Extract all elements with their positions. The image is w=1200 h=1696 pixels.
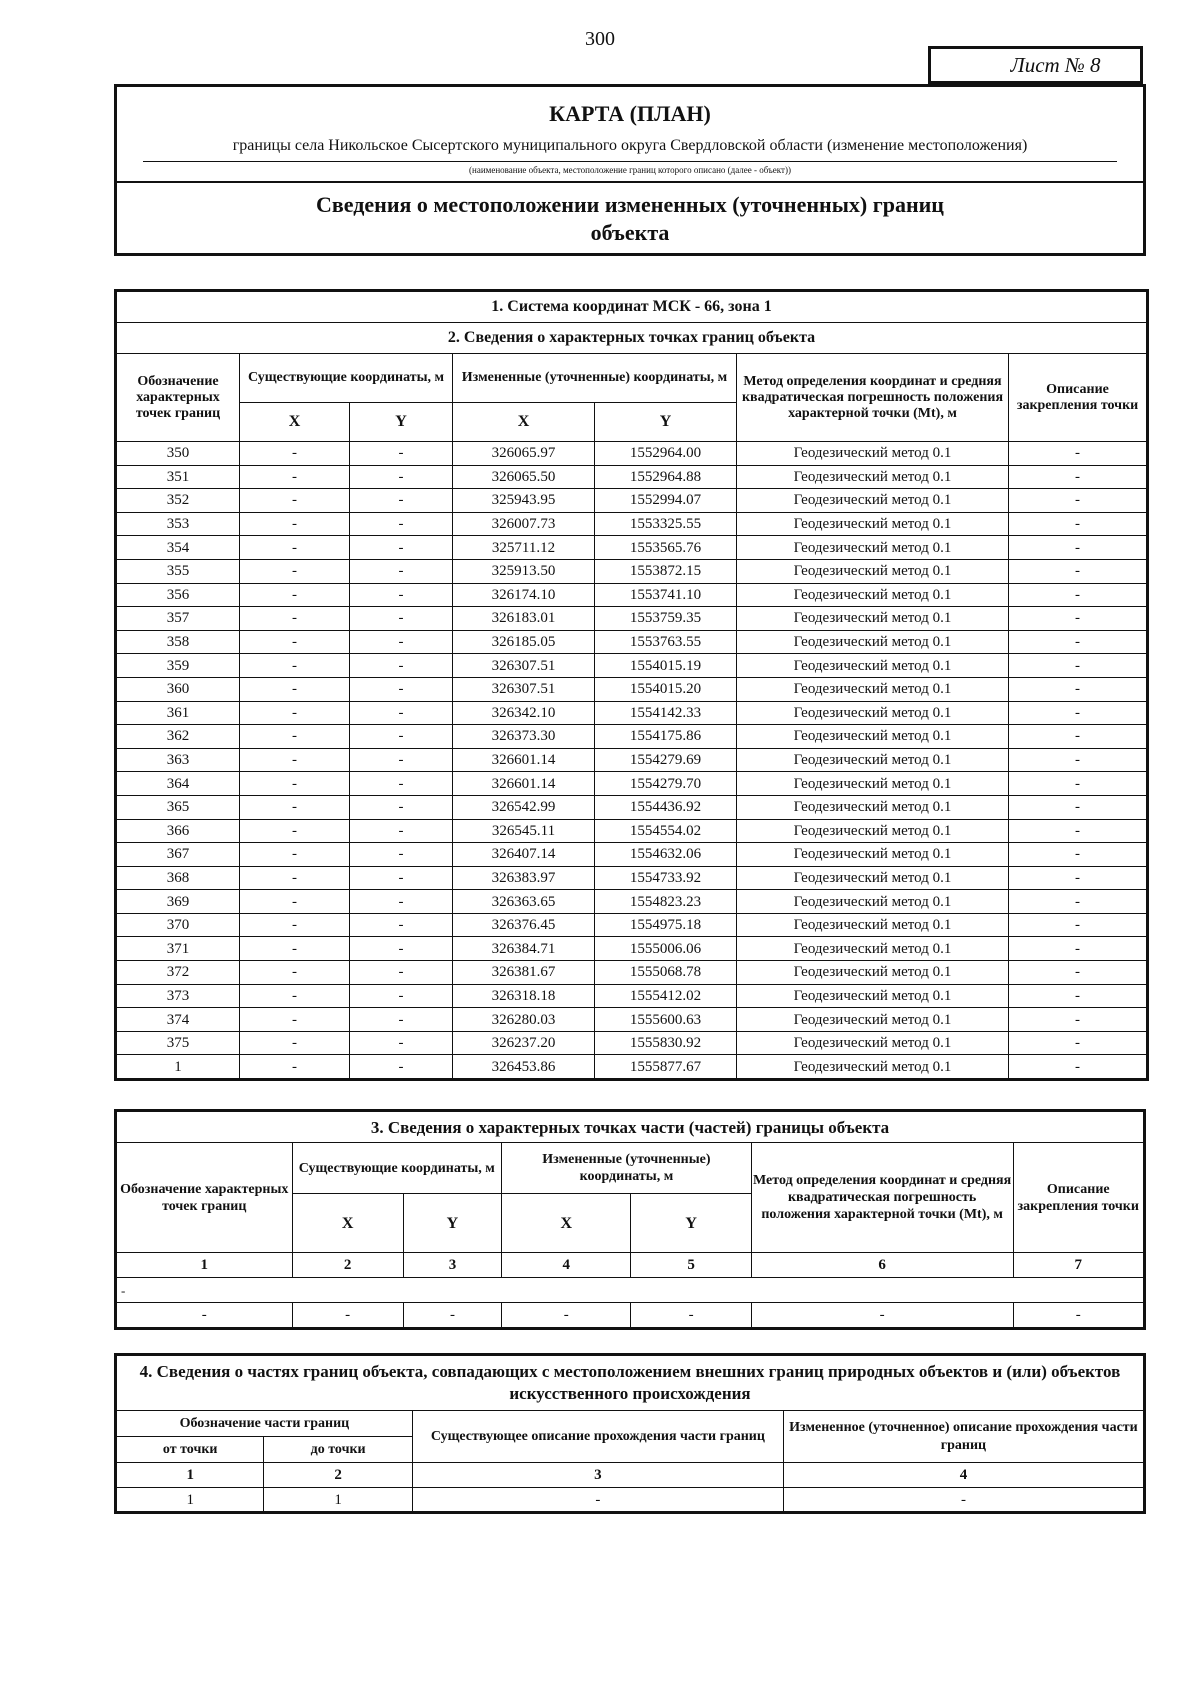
cell-fixation: - xyxy=(1009,465,1148,489)
cell-existing-y: - xyxy=(350,890,453,914)
cell-existing-x: - xyxy=(240,1031,350,1055)
cell-point-id: 350 xyxy=(116,442,240,466)
cell-point-id: 361 xyxy=(116,701,240,725)
cell-point-id: 365 xyxy=(116,795,240,819)
cell-existing-x: - xyxy=(240,536,350,560)
cell-changed-y: 1554554.02 xyxy=(595,819,737,843)
cell-existing-y: - xyxy=(350,677,453,701)
cell-changed-x: 326318.18 xyxy=(453,984,595,1008)
cell-fixation: - xyxy=(1009,489,1148,513)
t3-col-number: 1 xyxy=(116,1253,293,1278)
cell-fixation: - xyxy=(1009,748,1148,772)
table-row xyxy=(116,725,1148,749)
cell-point-id: 367 xyxy=(116,843,240,867)
cell-existing-y: - xyxy=(350,819,453,843)
cell-method: Геодезический метод 0.1 xyxy=(737,607,1009,631)
cell-existing-y: - xyxy=(350,630,453,654)
cell-method: Геодезический метод 0.1 xyxy=(737,630,1009,654)
cell-method: Геодезический метод 0.1 xyxy=(737,725,1009,749)
cell-method: Геодезический метод 0.1 xyxy=(737,795,1009,819)
cell-existing-y: - xyxy=(350,442,453,466)
table-row xyxy=(116,1031,1148,1055)
cell-existing-y: - xyxy=(350,984,453,1008)
cell-existing-y: - xyxy=(350,937,453,961)
t3-changed-y-header: Y xyxy=(631,1194,751,1253)
table-row xyxy=(116,701,1148,725)
cell-existing-x: - xyxy=(240,442,350,466)
cell-changed-y: 1555068.78 xyxy=(595,961,737,985)
cell-changed-x: 326407.14 xyxy=(453,843,595,867)
cell-method: Геодезический метод 0.1 xyxy=(737,819,1009,843)
t4-col-existing-header: Существующее описание прохождения части границ xyxy=(412,1411,783,1463)
t3-col-point-header: Обозначение характерных точек границ xyxy=(116,1143,293,1253)
section-title-line1: Сведения о местоположении измененных (уточненных) границ xyxy=(316,192,944,217)
cell-changed-y: 1554975.18 xyxy=(595,913,737,937)
cell-existing-x: - xyxy=(240,701,350,725)
cell-method: Геодезический метод 0.1 xyxy=(737,559,1009,583)
cell-point-id: 354 xyxy=(116,536,240,560)
cell-existing-y: - xyxy=(350,1055,453,1080)
t4-cell: 1 xyxy=(264,1488,412,1513)
t3-cell: - xyxy=(631,1303,751,1329)
cell-method: Геодезический метод 0.1 xyxy=(737,442,1009,466)
cell-point-id: 374 xyxy=(116,1008,240,1032)
t3-col-number: 2 xyxy=(292,1253,403,1278)
cell-method: Геодезический метод 0.1 xyxy=(737,512,1009,536)
cell-method: Геодезический метод 0.1 xyxy=(737,913,1009,937)
cell-point-id: 356 xyxy=(116,583,240,607)
cell-fixation: - xyxy=(1009,701,1148,725)
table-row xyxy=(116,890,1148,914)
cell-existing-y: - xyxy=(350,701,453,725)
t4-col-from-header: от точки xyxy=(116,1437,264,1463)
cell-point-id: 351 xyxy=(116,465,240,489)
cell-changed-y: 1554015.19 xyxy=(595,654,737,678)
cell-method: Геодезический метод 0.1 xyxy=(737,677,1009,701)
t3-col-desc-header: Описание закрепления точки xyxy=(1013,1143,1145,1253)
document-title: КАРТА (ПЛАН) xyxy=(549,101,711,126)
cell-changed-x: 326601.14 xyxy=(453,748,595,772)
table-row xyxy=(116,748,1148,772)
page-number: 300 xyxy=(585,28,615,50)
description-underline xyxy=(143,161,1117,162)
cell-fixation: - xyxy=(1009,866,1148,890)
col-existing-header: Существующие координаты, м xyxy=(240,354,453,403)
cell-fixation: - xyxy=(1009,772,1148,796)
cell-changed-y: 1554436.92 xyxy=(595,795,737,819)
cell-existing-x: - xyxy=(240,1055,350,1080)
boundary-parts-table xyxy=(114,1353,1146,1514)
cell-existing-x: - xyxy=(240,866,350,890)
t3-col-number: 3 xyxy=(403,1253,501,1278)
cell-existing-y: - xyxy=(350,489,453,513)
t3-existing-y-header: Y xyxy=(403,1194,501,1253)
table-row xyxy=(116,795,1148,819)
cell-existing-x: - xyxy=(240,890,350,914)
sheet-label: Лист № 8 xyxy=(928,46,1143,84)
cell-changed-y: 1553763.55 xyxy=(595,630,737,654)
coordinate-system-caption: 1. Система координат МСК - 66, зона 1 xyxy=(116,291,1148,323)
cell-existing-y: - xyxy=(350,1031,453,1055)
table-row xyxy=(116,1055,1148,1080)
cell-point-id: 358 xyxy=(116,630,240,654)
cell-changed-x: 326007.73 xyxy=(453,512,595,536)
cell-changed-x: 326384.71 xyxy=(453,937,595,961)
cell-changed-x: 325943.95 xyxy=(453,489,595,513)
cell-method: Геодезический метод 0.1 xyxy=(737,961,1009,985)
table-row xyxy=(116,677,1148,701)
cell-point-id: 362 xyxy=(116,725,240,749)
cell-method: Геодезический метод 0.1 xyxy=(737,843,1009,867)
cell-fixation: - xyxy=(1009,677,1148,701)
table-row xyxy=(116,442,1148,466)
col-method-header: Метод определения координат и средняя квадратическая погрешность положения характерной точки (Mt), м xyxy=(737,354,1009,442)
t4-col-part-header: Обозначение части границ xyxy=(116,1411,413,1437)
cell-existing-x: - xyxy=(240,937,350,961)
cell-fixation: - xyxy=(1009,654,1148,678)
cell-fixation: - xyxy=(1009,583,1148,607)
cell-point-id: 360 xyxy=(116,677,240,701)
cell-changed-x: 325711.12 xyxy=(453,536,595,560)
cell-point-id: 353 xyxy=(116,512,240,536)
t3-col-method-header: Метод определения координат и средняя квадратическая погрешность положения характерной точки (Mt), м xyxy=(751,1143,1013,1253)
t3-cell: - xyxy=(1013,1303,1145,1329)
cell-point-id: 372 xyxy=(116,961,240,985)
table-row xyxy=(116,465,1148,489)
cell-fixation: - xyxy=(1009,984,1148,1008)
cell-method: Геодезический метод 0.1 xyxy=(737,1031,1009,1055)
table-row xyxy=(116,630,1148,654)
cell-changed-x: 325913.50 xyxy=(453,559,595,583)
cell-fixation: - xyxy=(1009,843,1148,867)
cell-changed-y: 1552994.07 xyxy=(595,489,737,513)
cell-method: Геодезический метод 0.1 xyxy=(737,1055,1009,1080)
cell-changed-x: 326383.97 xyxy=(453,866,595,890)
cell-method: Геодезический метод 0.1 xyxy=(737,937,1009,961)
cell-changed-y: 1554632.06 xyxy=(595,843,737,867)
cell-existing-y: - xyxy=(350,725,453,749)
cell-fixation: - xyxy=(1009,607,1148,631)
cell-point-id: 355 xyxy=(116,559,240,583)
cell-fixation: - xyxy=(1009,725,1148,749)
cell-existing-x: - xyxy=(240,512,350,536)
cell-existing-x: - xyxy=(240,489,350,513)
cell-fixation: - xyxy=(1009,913,1148,937)
cell-point-id: 359 xyxy=(116,654,240,678)
cell-method: Геодезический метод 0.1 xyxy=(737,489,1009,513)
cell-existing-x: - xyxy=(240,725,350,749)
t3-col-number: 7 xyxy=(1013,1253,1145,1278)
table-row xyxy=(116,583,1148,607)
cell-existing-y: - xyxy=(350,536,453,560)
cell-existing-y: - xyxy=(350,866,453,890)
cell-existing-y: - xyxy=(350,583,453,607)
cell-changed-y: 1554733.92 xyxy=(595,866,737,890)
table-row xyxy=(116,843,1148,867)
cell-changed-x: 326453.86 xyxy=(453,1055,595,1080)
cell-fixation: - xyxy=(1009,630,1148,654)
cell-existing-x: - xyxy=(240,961,350,985)
cell-existing-x: - xyxy=(240,984,350,1008)
cell-fixation: - xyxy=(1009,937,1148,961)
col-desc-header: Описание закрепления точки xyxy=(1009,354,1148,442)
cell-existing-y: - xyxy=(350,795,453,819)
t3-cell: - xyxy=(292,1303,403,1329)
cell-method: Геодезический метод 0.1 xyxy=(737,984,1009,1008)
cell-existing-y: - xyxy=(350,465,453,489)
cell-changed-y: 1552964.88 xyxy=(595,465,737,489)
cell-point-id: 364 xyxy=(116,772,240,796)
cell-point-id: 371 xyxy=(116,937,240,961)
cell-fixation: - xyxy=(1009,890,1148,914)
t4-col-number: 4 xyxy=(783,1463,1144,1488)
cell-method: Геодезический метод 0.1 xyxy=(737,1008,1009,1032)
cell-method: Геодезический метод 0.1 xyxy=(737,748,1009,772)
table-row xyxy=(116,961,1148,985)
table-row xyxy=(116,654,1148,678)
cell-changed-x: 326376.45 xyxy=(453,913,595,937)
cell-existing-x: - xyxy=(240,843,350,867)
col-changed-x-header: X xyxy=(453,403,595,442)
cell-changed-x: 326373.30 xyxy=(453,725,595,749)
cell-fixation: - xyxy=(1009,819,1148,843)
cell-changed-x: 326065.50 xyxy=(453,465,595,489)
table-row xyxy=(116,489,1148,513)
cell-existing-x: - xyxy=(240,607,350,631)
table-row xyxy=(116,559,1148,583)
cell-changed-y: 1555006.06 xyxy=(595,937,737,961)
cell-existing-y: - xyxy=(350,913,453,937)
description-note: (наименование объекта, местоположение границ которого описано (далее - объект)) xyxy=(469,165,791,175)
table-row xyxy=(116,607,1148,631)
t4-cell: 1 xyxy=(116,1488,264,1513)
cell-point-id: 373 xyxy=(116,984,240,1008)
t3-cell: - xyxy=(502,1303,631,1329)
cell-existing-x: - xyxy=(240,677,350,701)
t3-col-changed-header: Измененные (уточненные) координаты, м xyxy=(502,1143,752,1194)
table-row xyxy=(116,913,1148,937)
t3-existing-x-header: X xyxy=(292,1194,403,1253)
col-changed-header: Измененные (уточненные) координаты, м xyxy=(453,354,737,403)
cell-changed-x: 326183.01 xyxy=(453,607,595,631)
t3-cell: - xyxy=(116,1303,293,1329)
t3-cell: - xyxy=(751,1303,1013,1329)
cell-method: Геодезический метод 0.1 xyxy=(737,866,1009,890)
part-points-caption: 3. Сведения о характерных точках части (частей) границы объекта xyxy=(116,1111,1145,1143)
cell-changed-y: 1554015.20 xyxy=(595,677,737,701)
cell-changed-y: 1555412.02 xyxy=(595,984,737,1008)
t4-cell: - xyxy=(783,1488,1144,1513)
cell-fixation: - xyxy=(1009,795,1148,819)
cell-changed-y: 1554142.33 xyxy=(595,701,737,725)
cell-existing-x: - xyxy=(240,795,350,819)
cell-changed-y: 1555877.67 xyxy=(595,1055,737,1080)
t3-col-existing-header: Существующие координаты, м xyxy=(292,1143,502,1194)
cell-existing-x: - xyxy=(240,819,350,843)
cell-changed-x: 326185.05 xyxy=(453,630,595,654)
table-row xyxy=(116,512,1148,536)
table-row xyxy=(116,819,1148,843)
cell-existing-x: - xyxy=(240,583,350,607)
col-changed-y-header: Y xyxy=(595,403,737,442)
cell-changed-x: 326381.67 xyxy=(453,961,595,985)
table-row xyxy=(116,866,1148,890)
cell-existing-y: - xyxy=(350,654,453,678)
cell-changed-y: 1553325.55 xyxy=(595,512,737,536)
cell-method: Геодезический метод 0.1 xyxy=(737,701,1009,725)
cell-point-id: 1 xyxy=(116,1055,240,1080)
t3-col-number: 4 xyxy=(502,1253,631,1278)
cell-method: Геодезический метод 0.1 xyxy=(737,890,1009,914)
cell-existing-x: - xyxy=(240,772,350,796)
cell-existing-x: - xyxy=(240,559,350,583)
cell-changed-x: 326237.20 xyxy=(453,1031,595,1055)
t3-changed-x-header: X xyxy=(502,1194,631,1253)
t4-cell: - xyxy=(412,1488,783,1513)
cell-point-id: 366 xyxy=(116,819,240,843)
t4-col-to-header: до точки xyxy=(264,1437,412,1463)
cell-changed-y: 1552964.00 xyxy=(595,442,737,466)
cell-changed-y: 1554279.69 xyxy=(595,748,737,772)
object-description: границы села Никольское Сысертского муниципального округа Свердловской области (изменение местоположения) xyxy=(232,137,1028,154)
cell-changed-y: 1554175.86 xyxy=(595,725,737,749)
section-title-line2: объекта xyxy=(590,220,670,245)
cell-existing-x: - xyxy=(240,465,350,489)
cell-changed-x: 326307.51 xyxy=(453,677,595,701)
t3-col-number: 6 xyxy=(751,1253,1013,1278)
table-row xyxy=(116,937,1148,961)
document-header xyxy=(114,84,1146,256)
boundary-parts-caption: 4. Сведения о частях границ объекта, совпадающих с местоположением внешних границ природных объектов и (или) объектов искусственного происхождения xyxy=(116,1355,1145,1411)
table-row xyxy=(116,536,1148,560)
cell-changed-x: 326363.65 xyxy=(453,890,595,914)
cell-changed-y: 1553759.35 xyxy=(595,607,737,631)
cell-point-id: 352 xyxy=(116,489,240,513)
cell-method: Геодезический метод 0.1 xyxy=(737,465,1009,489)
t3-cell: - xyxy=(403,1303,501,1329)
cell-existing-y: - xyxy=(350,1008,453,1032)
t4-col-changed-header: Измененное (уточненное) описание прохождения части границ xyxy=(783,1411,1144,1463)
boundary-points-caption: 2. Сведения о характерных точках границ объекта xyxy=(116,323,1148,354)
t4-col-number: 1 xyxy=(116,1463,264,1488)
cell-changed-x: 326542.99 xyxy=(453,795,595,819)
t3-col-number: 5 xyxy=(631,1253,751,1278)
table-row xyxy=(116,772,1148,796)
cell-existing-x: - xyxy=(240,654,350,678)
cell-fixation: - xyxy=(1009,1031,1148,1055)
cell-fixation: - xyxy=(1009,1008,1148,1032)
cell-fixation: - xyxy=(1009,559,1148,583)
cell-changed-y: 1553741.10 xyxy=(595,583,737,607)
cell-changed-y: 1554823.23 xyxy=(595,890,737,914)
col-existing-x-header: X xyxy=(240,403,350,442)
cell-existing-y: - xyxy=(350,559,453,583)
boundary-points-body xyxy=(116,442,1148,1080)
table-row xyxy=(116,984,1148,1008)
t4-col-number: 2 xyxy=(264,1463,412,1488)
cell-method: Геодезический метод 0.1 xyxy=(737,654,1009,678)
cell-changed-y: 1555830.92 xyxy=(595,1031,737,1055)
cell-existing-y: - xyxy=(350,961,453,985)
cell-changed-y: 1554279.70 xyxy=(595,772,737,796)
col-existing-y-header: Y xyxy=(350,403,453,442)
cell-changed-x: 326174.10 xyxy=(453,583,595,607)
cell-changed-x: 326307.51 xyxy=(453,654,595,678)
cell-point-id: 370 xyxy=(116,913,240,937)
cell-point-id: 369 xyxy=(116,890,240,914)
cell-changed-y: 1553872.15 xyxy=(595,559,737,583)
boundary-points-table xyxy=(114,289,1149,1081)
part-points-table xyxy=(114,1109,1146,1330)
col-point-header: Обозначение характерных точек границ xyxy=(116,354,240,442)
cell-existing-y: - xyxy=(350,512,453,536)
cell-fixation: - xyxy=(1009,442,1148,466)
cell-existing-x: - xyxy=(240,913,350,937)
table-row xyxy=(116,1008,1148,1032)
cell-existing-x: - xyxy=(240,1008,350,1032)
cell-fixation: - xyxy=(1009,961,1148,985)
cell-changed-y: 1553565.76 xyxy=(595,536,737,560)
cell-changed-x: 326342.10 xyxy=(453,701,595,725)
cell-existing-x: - xyxy=(240,748,350,772)
cell-fixation: - xyxy=(1009,536,1148,560)
cell-fixation: - xyxy=(1009,1055,1148,1080)
section-title xyxy=(117,183,1143,253)
cell-changed-y: 1555600.63 xyxy=(595,1008,737,1032)
cell-existing-y: - xyxy=(350,607,453,631)
cell-existing-y: - xyxy=(350,748,453,772)
cell-changed-x: 326545.11 xyxy=(453,819,595,843)
cell-point-id: 368 xyxy=(116,866,240,890)
cell-point-id: 375 xyxy=(116,1031,240,1055)
t4-col-number: 3 xyxy=(412,1463,783,1488)
cell-method: Геодезический метод 0.1 xyxy=(737,583,1009,607)
cell-point-id: 363 xyxy=(116,748,240,772)
cell-existing-x: - xyxy=(240,630,350,654)
t3-part-row: - xyxy=(116,1278,1145,1303)
cell-fixation: - xyxy=(1009,512,1148,536)
cell-point-id: 357 xyxy=(116,607,240,631)
cell-existing-y: - xyxy=(350,772,453,796)
cell-existing-y: - xyxy=(350,843,453,867)
cell-changed-x: 326280.03 xyxy=(453,1008,595,1032)
cell-changed-x: 326065.97 xyxy=(453,442,595,466)
cell-changed-x: 326601.14 xyxy=(453,772,595,796)
cell-method: Геодезический метод 0.1 xyxy=(737,536,1009,560)
cell-method: Геодезический метод 0.1 xyxy=(737,772,1009,796)
